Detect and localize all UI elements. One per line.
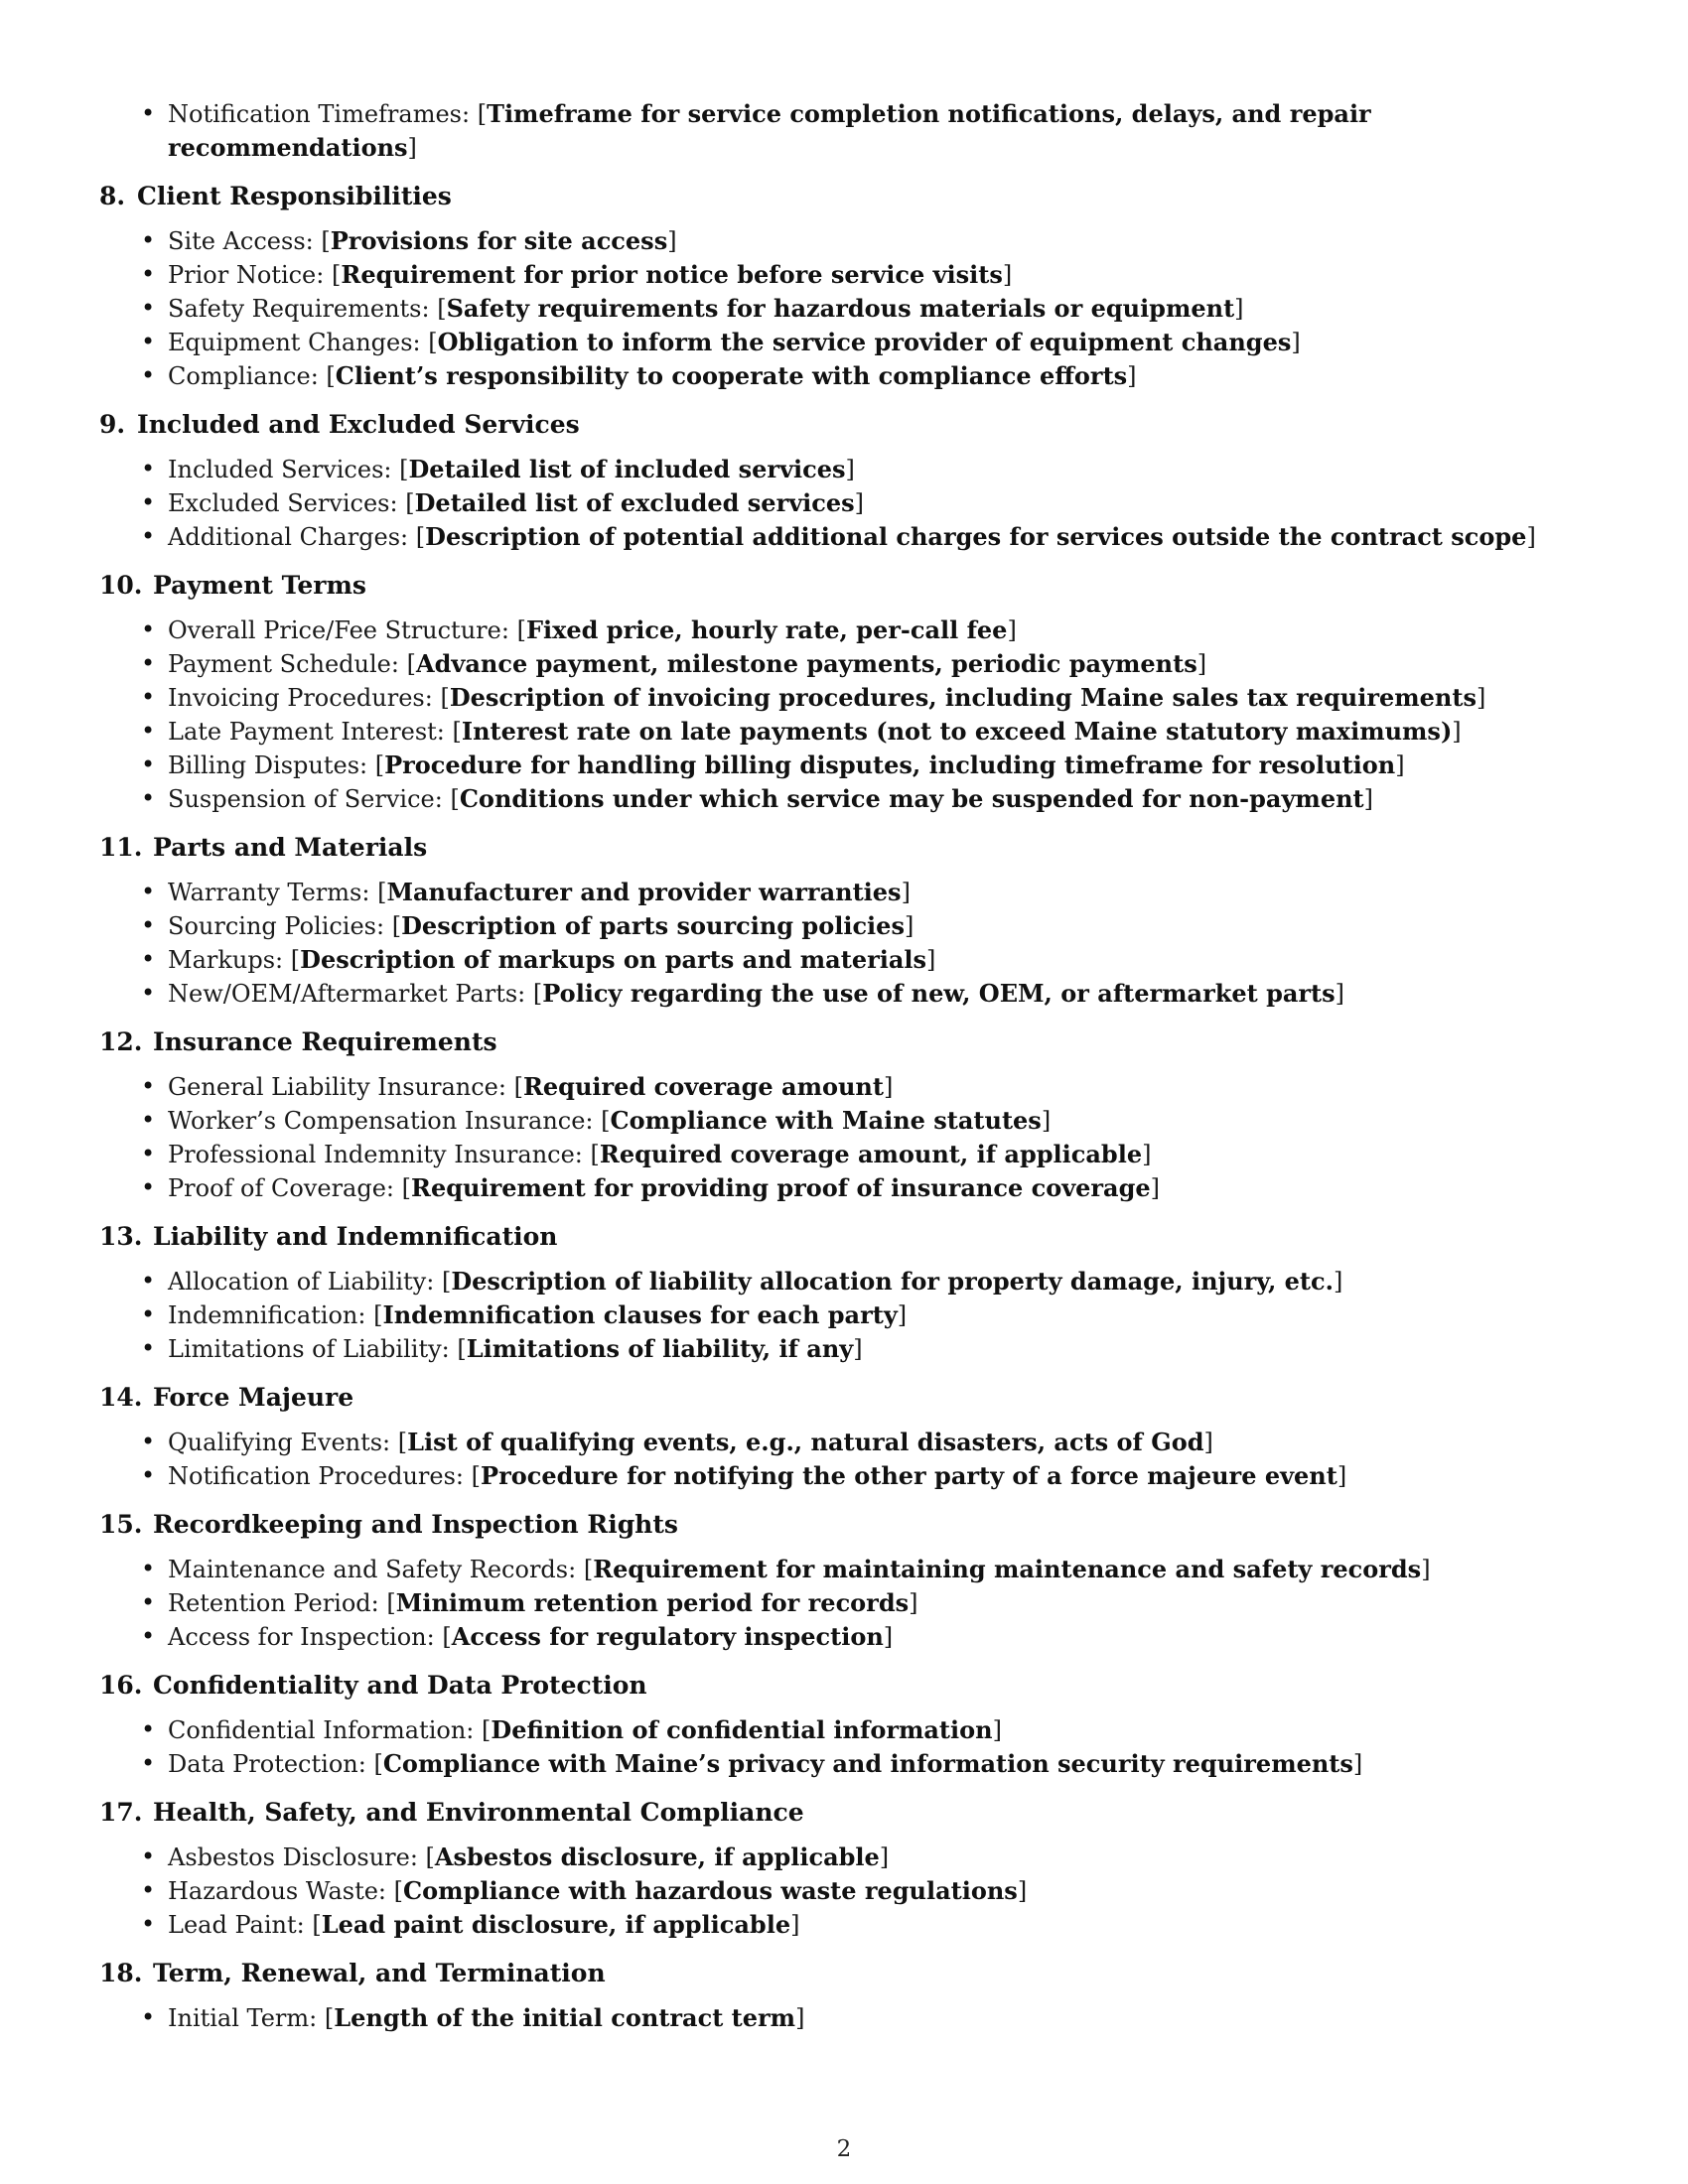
list-item: • Indemnification: [Indemnification clauses for each party] — [139, 1298, 1589, 1332]
item-value: Detailed list of excluded services — [414, 488, 855, 517]
list-item: • Asbestos Disclosure: [Asbestos disclosure, if applicable] — [139, 1841, 1589, 1874]
item-value: Limitations of liability, if any — [466, 1334, 854, 1363]
section-item-list — [99, 1070, 1589, 1205]
list-item: • Notification Procedures: [Procedure for notifying the other party of a force majeure event] — [139, 1459, 1589, 1493]
section-parts-materials — [99, 830, 1589, 1011]
item-value: Minimum retention period for records — [395, 1588, 910, 1617]
section-title: Term, Renewal, and Termination — [153, 1959, 606, 1987]
item-value: List of qualifying events, e.g., natural disasters, acts of God — [407, 1428, 1204, 1456]
item-label: Hazardous Waste: — [168, 1877, 387, 1905]
item-value: Length of the initial contract term — [334, 2003, 796, 2032]
list-item: • Sourcing Policies: [Description of parts sourcing policies] — [139, 909, 1589, 943]
section-client-responsibilities — [99, 179, 1589, 393]
section-item-list — [99, 2001, 1589, 2035]
item-label: Late Payment Interest: — [168, 718, 445, 746]
list-item: • Hazardous Waste: [Compliance with hazardous waste regulations] — [139, 1874, 1589, 1908]
section-payment-terms — [99, 568, 1589, 816]
page-content — [99, 97, 1589, 2035]
list-item: • Initial Term: [Length of the initial contract term] — [139, 2001, 1589, 2035]
item-value: Asbestos disclosure, if applicable — [434, 1843, 880, 1871]
item-value: Description of potential additional charges for services outside the contract scope — [425, 522, 1527, 551]
item-value: Required coverage amount — [522, 1072, 884, 1101]
list-item: • New/OEM/Aftermarket Parts: [Policy regarding the use of new, OEM, or aftermarket parts] — [139, 977, 1589, 1011]
section-heading — [99, 1380, 1589, 1416]
list-item: • Warranty Terms: [Manufacturer and provider warranties] — [139, 876, 1589, 909]
section-number: 13. — [99, 1222, 143, 1251]
section-number: 17. — [99, 1798, 143, 1827]
item-value: Requirement for providing proof of insurance coverage — [411, 1173, 1151, 1202]
item-value: Description of parts sourcing policies — [401, 911, 905, 940]
item-value: Description of markups on parts and materials — [300, 945, 927, 974]
list-item: • Access for Inspection: [Access for regulatory inspection] — [139, 1620, 1589, 1654]
section-item-list — [99, 1426, 1589, 1493]
item-label: Limitations of Liability: — [168, 1335, 450, 1363]
item-label: Site Access: — [168, 227, 314, 255]
section-number: 8. — [99, 182, 126, 210]
section-title: Health, Safety, and Environmental Compliance — [153, 1798, 804, 1827]
item-label: Invoicing Procedures: — [168, 684, 433, 712]
item-value: Fixed price, hourly rate, per-call fee — [525, 615, 1008, 644]
section-heading — [99, 1507, 1589, 1543]
item-value: Detailed list of included services — [408, 455, 846, 483]
list-item: • Limitations of Liability: [Limitations of liability, if any] — [139, 1332, 1589, 1366]
item-value: Interest rate on late payments (not to exceed Maine statutory maximums) — [461, 717, 1453, 746]
section-title: Payment Terms — [153, 571, 366, 600]
item-value: Description of liability allocation for property damage, injury, etc. — [451, 1267, 1334, 1296]
section-confidentiality-data-protection — [99, 1668, 1589, 1781]
item-value: Compliance with hazardous waste regulations — [403, 1876, 1018, 1905]
section-number: 18. — [99, 1959, 143, 1987]
list-item: • Lead Paint: [Lead paint disclosure, if applicable] — [139, 1908, 1589, 1942]
item-label: Initial Term: — [168, 2004, 318, 2032]
item-label: Access for Inspection: — [168, 1623, 435, 1651]
item-label: Equipment Changes: — [168, 329, 421, 356]
list-item: • Included Services: [Detailed list of included services] — [139, 453, 1589, 486]
item-value: Conditions under which service may be suspended for non-payment — [459, 784, 1364, 813]
section-title: Parts and Materials — [153, 833, 428, 862]
list-item: • Payment Schedule: [Advance payment, milestone payments, periodic payments] — [139, 647, 1589, 681]
list-item: • Retention Period: [Minimum retention period for records] — [139, 1586, 1589, 1620]
list-item: • Compliance: [Client’s responsibility to cooperate with compliance efforts] — [139, 359, 1589, 393]
section-item-list — [99, 1265, 1589, 1366]
item-value: Client’s responsibility to cooperate with compliance efforts — [335, 361, 1128, 390]
item-value: Obligation to inform the service provider of equipment changes — [437, 328, 1292, 356]
item-label: Markups: — [168, 946, 284, 974]
item-label: Notification Procedures: — [168, 1462, 464, 1490]
list-item: • Proof of Coverage: [Requirement for providing proof of insurance coverage] — [139, 1171, 1589, 1205]
list-item: • Worker’s Compensation Insurance: [Compliance with Maine statutes] — [139, 1104, 1589, 1138]
item-label: Indemnification: — [168, 1301, 366, 1329]
item-value: Indemnification clauses for each party — [382, 1300, 898, 1329]
section-item-list — [99, 1713, 1589, 1781]
item-value: Description of invoicing procedures, including Maine sales tax requirements — [449, 683, 1477, 712]
list-item: • Late Payment Interest: [Interest rate on late payments (not to exceed Maine statutory maximums)] — [139, 715, 1589, 749]
list-item: • Prior Notice: [Requirement for prior notice before service visits] — [139, 258, 1589, 292]
item-value: Timeframe for service completion notifications, delays, and repair recommendations — [168, 99, 1371, 162]
item-value: Requirement for prior notice before service visits — [341, 260, 1003, 289]
section-title: Force Majeure — [153, 1383, 354, 1412]
section-item-list — [99, 453, 1589, 554]
item-value: Required coverage amount, if applicable — [599, 1140, 1143, 1168]
item-label: Payment Schedule: — [168, 650, 399, 678]
section-heading — [99, 1956, 1589, 1991]
item-label: Qualifying Events: — [168, 1429, 391, 1456]
item-label: Prior Notice: — [168, 261, 325, 289]
item-label: Suspension of Service: — [168, 785, 443, 813]
item-label: Sourcing Policies: — [168, 912, 385, 940]
list-item: • Suspension of Service: [Conditions under which service may be suspended for non-payment] — [139, 782, 1589, 816]
item-label: Overall Price/Fee Structure: — [168, 616, 509, 644]
list-item: • Equipment Changes: [Obligation to inform the service provider of equipment changes] — [139, 326, 1589, 359]
item-value: Safety requirements for hazardous materials or equipment — [446, 294, 1235, 323]
item-label: Lead Paint: — [168, 1911, 305, 1939]
item-value: Compliance with Maine’s privacy and information security requirements — [382, 1749, 1353, 1778]
section-heading — [99, 1795, 1589, 1831]
list-item: • Additional Charges: [Description of potential additional charges for services outside the contract scope] — [139, 520, 1589, 554]
item-value: Compliance with Maine statutes — [610, 1106, 1042, 1135]
item-label: Safety Requirements: — [168, 295, 430, 323]
list-item: • Site Access: [Provisions for site access] — [139, 224, 1589, 258]
section-health-safety-environmental — [99, 1795, 1589, 1942]
section-item-list — [99, 876, 1589, 1011]
section-heading — [99, 1668, 1589, 1704]
section-item-list — [99, 614, 1589, 816]
item-label: Professional Indemnity Insurance: — [168, 1141, 583, 1168]
item-label: General Liability Insurance: — [168, 1073, 506, 1101]
item-value: Definition of confidential information — [491, 1715, 993, 1744]
section-heading — [99, 568, 1589, 604]
section-recordkeeping-inspection — [99, 1507, 1589, 1654]
item-label: Billing Disputes: — [168, 751, 368, 779]
item-value: Lead paint disclosure, if applicable — [321, 1910, 791, 1939]
item-label: Additional Charges: — [168, 523, 409, 551]
item-value: Procedure for handling billing disputes, including timeframe for resolution — [384, 751, 1396, 779]
section-title: Confidentiality and Data Protection — [153, 1671, 647, 1700]
section-item-list — [99, 224, 1589, 393]
list-item: • Billing Disputes: [Procedure for handling billing disputes, including timeframe for resolution] — [139, 749, 1589, 782]
item-label: Maintenance and Safety Records: — [168, 1556, 577, 1583]
item-value: Manufacturer and provider warranties — [386, 878, 902, 906]
item-label: Compliance: — [168, 362, 319, 390]
section-number: 10. — [99, 571, 143, 600]
section-heading — [99, 1219, 1589, 1255]
list-item: • Overall Price/Fee Structure: [Fixed price, hourly rate, per-call fee] — [139, 614, 1589, 647]
item-label: Retention Period: — [168, 1589, 379, 1617]
list-item: • Professional Indemnity Insurance: [Required coverage amount, if applicable] — [139, 1138, 1589, 1171]
item-value: Access for regulatory inspection — [451, 1622, 884, 1651]
item-value: Procedure for notifying the other party of a force majeure event — [481, 1461, 1337, 1490]
list-item: • Excluded Services: [Detailed list of excluded services] — [139, 486, 1589, 520]
item-value: Policy regarding the use of new, OEM, or aftermarket parts — [542, 979, 1336, 1008]
list-item: • Markups: [Description of markups on parts and materials] — [139, 943, 1589, 977]
item-label: Included Services: — [168, 456, 392, 483]
section-number: 12. — [99, 1027, 143, 1056]
item-label: Warranty Terms: — [168, 879, 370, 906]
section-heading — [99, 1024, 1589, 1060]
list-item: • Confidential Information: [Definition of confidential information] — [139, 1713, 1589, 1747]
item-label: Asbestos Disclosure: — [168, 1843, 418, 1871]
page-number: 2 — [836, 2136, 852, 2162]
section-title: Insurance Requirements — [153, 1027, 497, 1056]
lead-item-list — [99, 97, 1589, 165]
item-value: Requirement for maintaining maintenance and safety records — [593, 1555, 1422, 1583]
item-label: Worker’s Compensation Insurance: — [168, 1107, 594, 1135]
section-title: Client Responsibilities — [137, 182, 452, 210]
item-label: Confidential Information: — [168, 1716, 475, 1744]
section-item-list — [99, 1841, 1589, 1942]
item-label: New/OEM/Aftermarket Parts: — [168, 980, 526, 1008]
section-heading — [99, 179, 1589, 214]
list-item: • Notification Timeframes: [Timeframe for service completion notifications, delays, and repair recommendations] — [139, 97, 1589, 165]
section-insurance-requirements — [99, 1024, 1589, 1205]
section-number: 9. — [99, 410, 126, 439]
item-value: Provisions for site access — [330, 226, 668, 255]
section-number: 11. — [99, 833, 143, 862]
list-item: • Qualifying Events: [List of qualifying events, e.g., natural disasters, acts of God] — [139, 1426, 1589, 1459]
list-item: • Safety Requirements: [Safety requirements for hazardous materials or equipment] — [139, 292, 1589, 326]
list-item: • Invoicing Procedures: [Description of invoicing procedures, including Maine sales tax requirements] — [139, 681, 1589, 715]
section-heading — [99, 830, 1589, 866]
list-item: • Maintenance and Safety Records: [Requirement for maintaining maintenance and safety records] — [139, 1553, 1589, 1586]
section-title: Recordkeeping and Inspection Rights — [153, 1510, 678, 1539]
list-item: • Allocation of Liability: [Description of liability allocation for property damage, injury, etc.] — [139, 1265, 1589, 1298]
list-item: • Data Protection: [Compliance with Maine’s privacy and information security requirements] — [139, 1747, 1589, 1781]
section-number: 15. — [99, 1510, 143, 1539]
item-label: Excluded Services: — [168, 489, 398, 517]
item-label: Data Protection: — [168, 1750, 366, 1778]
section-heading — [99, 407, 1589, 443]
section-title: Included and Excluded Services — [137, 410, 580, 439]
list-item: • General Liability Insurance: [Required coverage amount] — [139, 1070, 1589, 1104]
item-label: Notification Timeframes: — [168, 100, 471, 128]
section-liability-indemnification — [99, 1219, 1589, 1366]
section-number: 14. — [99, 1383, 143, 1412]
item-value: Advance payment, milestone payments, periodic payments — [415, 649, 1197, 678]
section-term-renewal-termination — [99, 1956, 1589, 2035]
section-number: 16. — [99, 1671, 143, 1700]
section-force-majeure — [99, 1380, 1589, 1493]
item-label: Proof of Coverage: — [168, 1174, 394, 1202]
item-label: Allocation of Liability: — [168, 1268, 435, 1296]
section-item-list — [99, 1553, 1589, 1654]
section-title: Liability and Indemnification — [153, 1222, 558, 1251]
section-included-excluded-services — [99, 407, 1589, 554]
